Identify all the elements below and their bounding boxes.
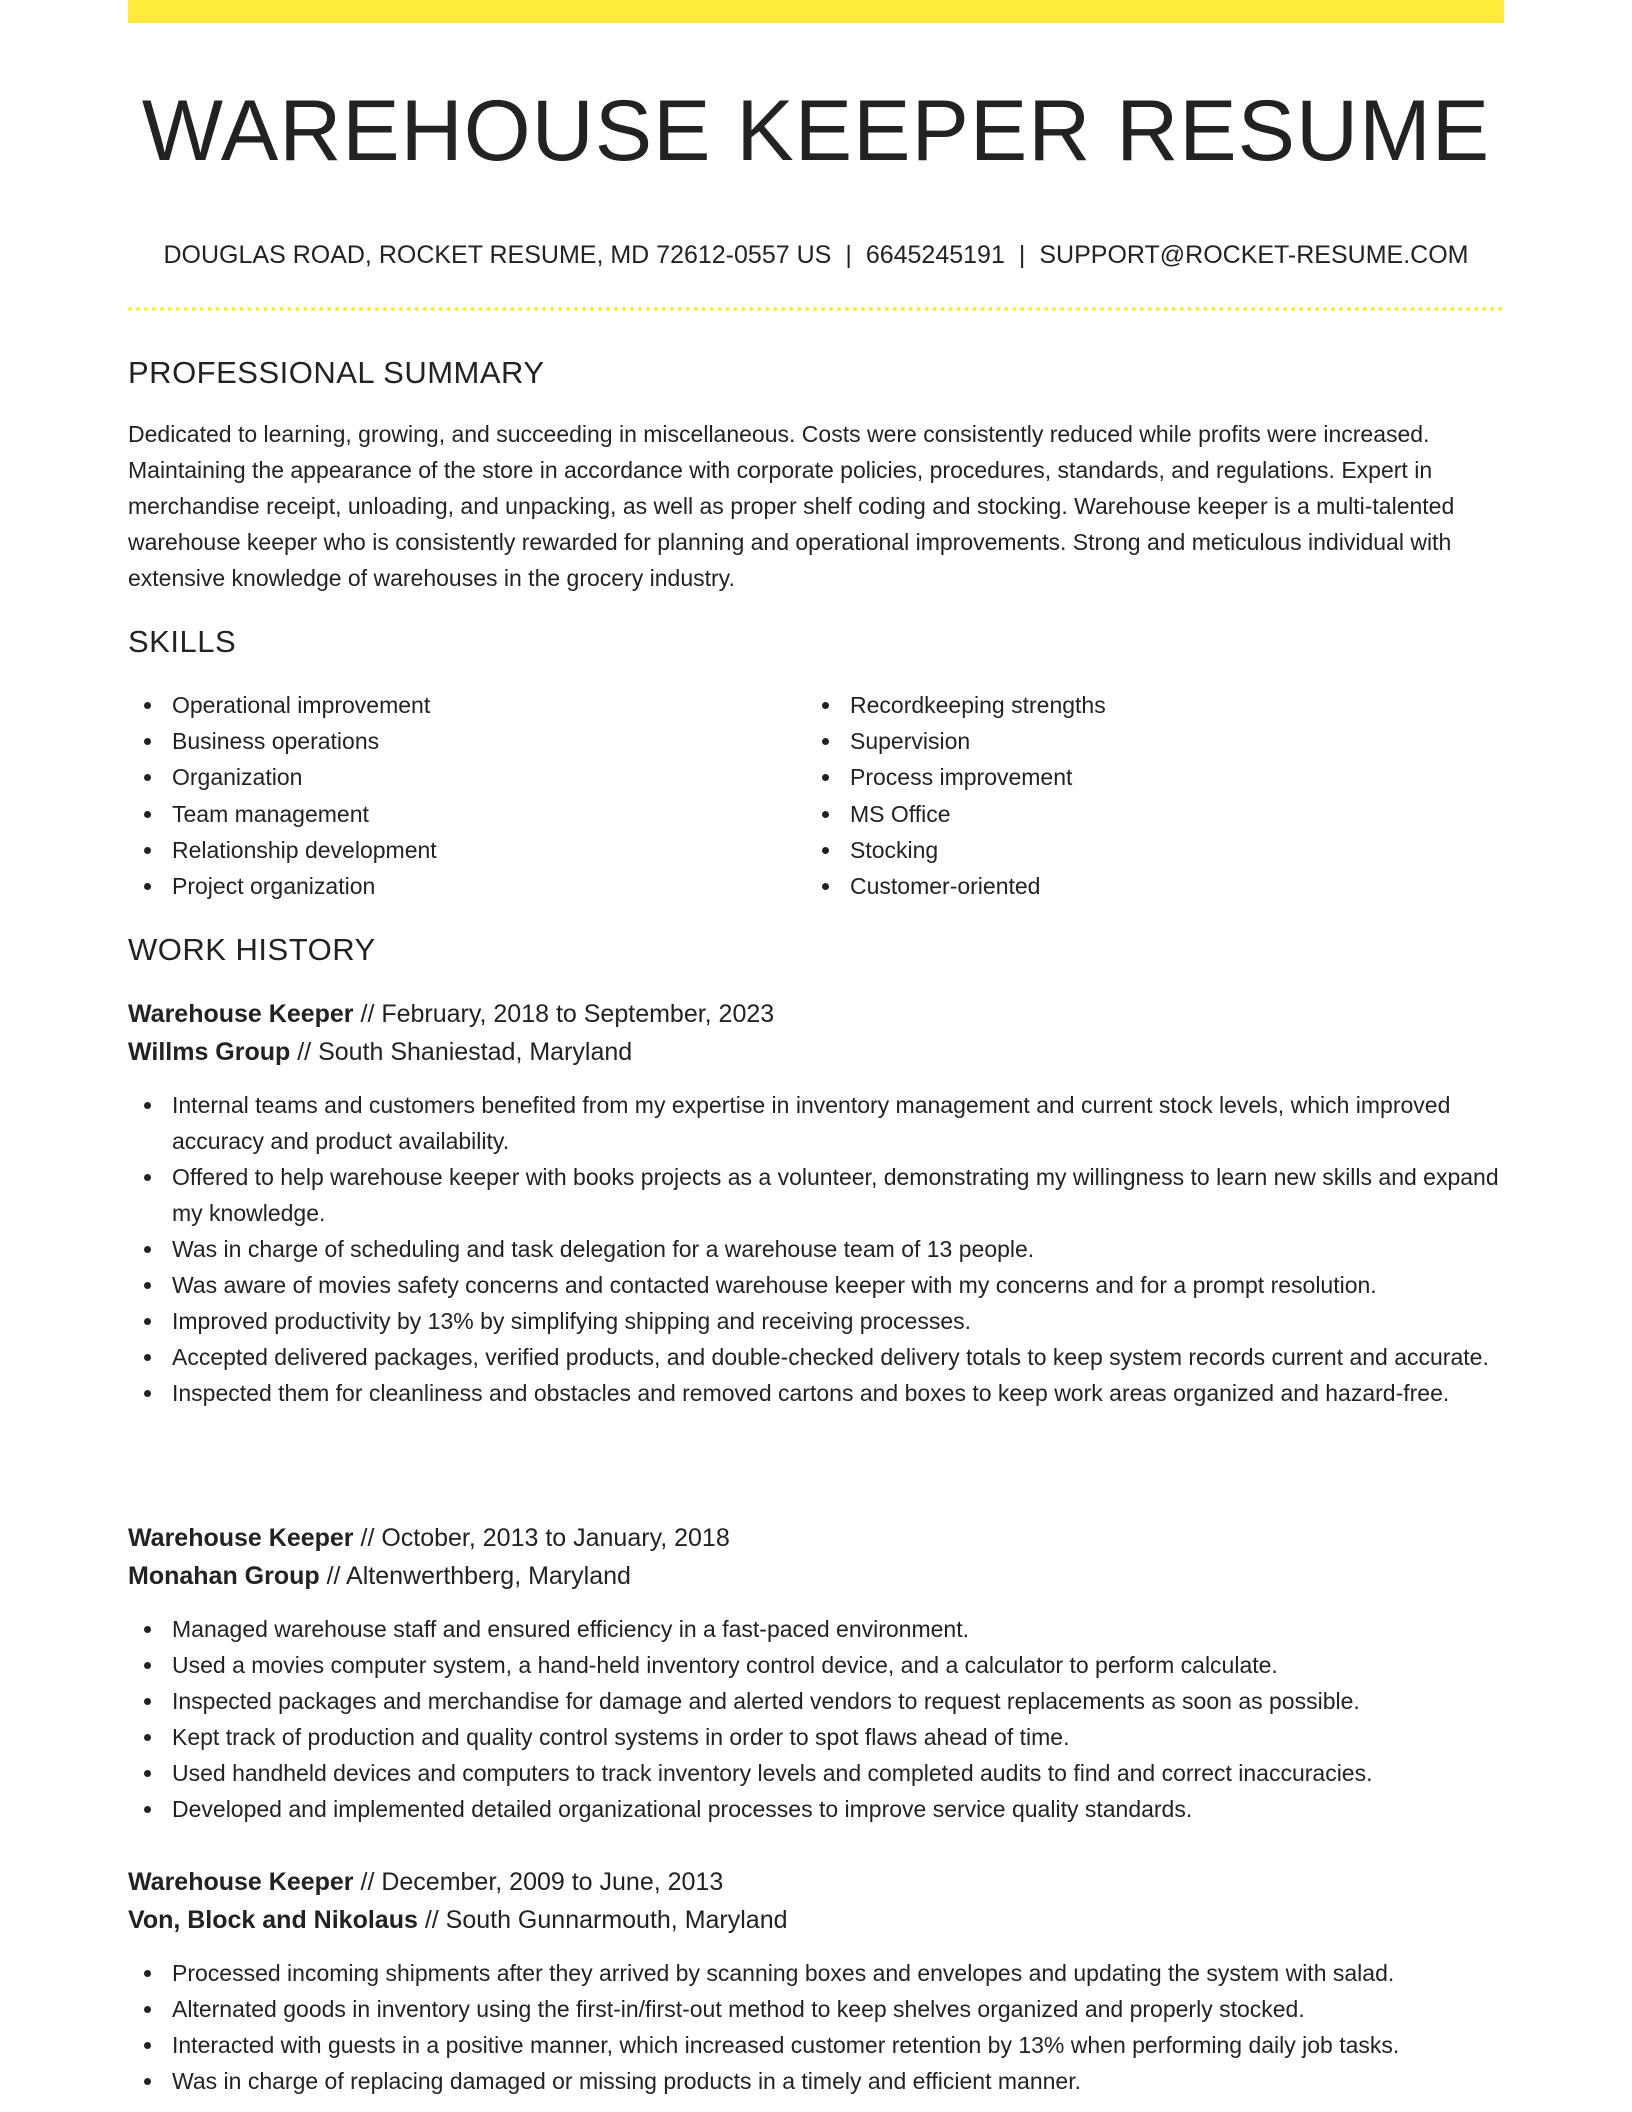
skill-item: Operational improvement <box>128 687 788 723</box>
job-dates: // October, 2013 to January, 2018 <box>353 1524 730 1552</box>
job-entry <box>128 995 1504 1411</box>
job-company-line <box>128 1557 1504 1595</box>
job-bullet: Offered to help warehouse keeper with books projects as a volunteer, demonstrating my willingness to learn new skills and expand my knowledge. <box>128 1159 1504 1231</box>
skill-item: Supervision <box>806 723 1466 759</box>
job-bullets <box>128 1611 1504 1827</box>
job-bullet: Kept track of production and quality control systems in order to spot flaws ahead of time. <box>128 1719 1504 1755</box>
contact-phone[interactable]: 6645245191 <box>865 241 1005 269</box>
job-bullet: Alternated goods in inventory using the first-in/first-out method to keep shelves organized and properly stocked. <box>128 1991 1504 2027</box>
job-title-line <box>128 995 1504 1033</box>
job-bullet: Was in charge of scheduling and task delegation for a warehouse team of 13 people. <box>128 1231 1504 1267</box>
job-company: Von, Block and Nikolaus <box>128 1906 418 1934</box>
job-bullet: Was in charge of replacing damaged or missing products in a timely and efficient manner. <box>128 2063 1504 2099</box>
job-bullet: Used handheld devices and computers to track inventory levels and completed audits to find and correct inaccuracies. <box>128 1755 1504 1791</box>
skill-item: Process improvement <box>806 759 1466 795</box>
job-bullet: Internal teams and customers benefited from my expertise in inventory management and current stock levels, which improved accuracy and product availability. <box>128 1087 1504 1159</box>
skills-list-left <box>128 687 788 904</box>
job-dates: // February, 2018 to September, 2023 <box>353 1000 775 1028</box>
summary-text: Dedicated to learning, growing, and succeeding in miscellaneous. Costs were consistently reduced while profits were increased. Maintaining the appearance of the store in accordance with corporate policies, procedures, standards, and regulations. Expert in merchandise receipt, unloading, and unpacking, as well as proper shelf coding and stocking. Warehouse keeper is a multi-talented warehouse keeper who is consistently rewarded for planning and operational improvements. Strong and meticulous individual with extensive knowledge of warehouses in the grocery industry. <box>128 421 1455 591</box>
accent-top-bar <box>128 0 1504 23</box>
job-company-line <box>128 1033 1504 1071</box>
contact-separator: | <box>845 241 852 269</box>
job-dates: // December, 2009 to June, 2013 <box>353 1868 724 1896</box>
job-bullet: Used a movies computer system, a hand-held inventory control device, and a calculator to perform calculate. <box>128 1647 1504 1683</box>
job-role: Warehouse Keeper <box>128 1000 354 1028</box>
job-bullet: Managed warehouse staff and ensured efficiency in a fast-paced environment. <box>128 1611 1504 1647</box>
contact-line <box>128 237 1504 273</box>
job-company: Monahan Group <box>128 1562 320 1590</box>
skill-item: Recordkeeping strengths <box>806 687 1466 723</box>
job-title-line <box>128 1863 1504 1901</box>
skill-item: Team management <box>128 796 788 832</box>
contact-separator: | <box>1018 241 1026 269</box>
job-bullet: Improved productivity by 13% by simplifying shipping and receiving processes. <box>128 1303 1504 1339</box>
skill-item: Customer-oriented <box>806 868 1466 904</box>
dotted-divider <box>128 307 1504 311</box>
job-bullets <box>128 1955 1504 2099</box>
job-bullets <box>128 1087 1504 1411</box>
skill-item: Business operations <box>128 723 788 759</box>
job-bullet: Was aware of movies safety concerns and contacted warehouse keeper with my concerns and for a prompt resolution. <box>128 1267 1504 1303</box>
skills-heading: SKILLS <box>128 624 237 659</box>
job-role: Warehouse Keeper <box>128 1524 354 1552</box>
contact-address: DOUGLAS ROAD, ROCKET RESUME, MD 72612-0557 US <box>163 241 832 269</box>
job-entry <box>128 1519 1504 1827</box>
job-company-line <box>128 1901 1504 1939</box>
skill-item: Organization <box>128 759 788 795</box>
skill-item: Relationship development <box>128 832 788 868</box>
job-bullet: Inspected packages and merchandise for damage and alerted vendors to request replacements as soon as possible. <box>128 1683 1504 1719</box>
job-bullet: Accepted delivered packages, verified products, and double-checked delivery totals to keep system records current and accurate. <box>128 1339 1504 1375</box>
job-role: Warehouse Keeper <box>128 1868 354 1896</box>
summary-heading: PROFESSIONAL SUMMARY <box>128 355 545 390</box>
job-location: // South Shaniestad, Maryland <box>290 1038 633 1066</box>
job-title-line <box>128 1519 1504 1557</box>
resume-title: WAREHOUSE KEEPER RESUME <box>141 83 1491 179</box>
job-location: // Altenwerthberg, Maryland <box>319 1562 631 1590</box>
contact-email[interactable]: SUPPORT@ROCKET-RESUME.COM <box>1039 241 1469 269</box>
skill-item: Project organization <box>128 868 788 904</box>
job-company: Willms Group <box>128 1038 291 1066</box>
skills-list-right <box>806 687 1466 904</box>
skill-item: MS Office <box>806 796 1466 832</box>
job-bullet: Developed and implemented detailed organizational processes to improve service quality standards. <box>128 1791 1504 1827</box>
job-bullet: Inspected them for cleanliness and obstacles and removed cartons and boxes to keep work areas organized and hazard-free. <box>128 1375 1504 1411</box>
job-location: // South Gunnarmouth, Maryland <box>417 1906 788 1934</box>
job-bullet: Processed incoming shipments after they arrived by scanning boxes and envelopes and updating the system with salad. <box>128 1955 1504 1991</box>
work-history-heading: WORK HISTORY <box>128 932 376 967</box>
job-entry <box>128 1863 1504 2099</box>
skill-item: Stocking <box>806 832 1466 868</box>
job-bullet: Interacted with guests in a positive manner, which increased customer retention by 13% when performing daily job tasks. <box>128 2027 1504 2063</box>
